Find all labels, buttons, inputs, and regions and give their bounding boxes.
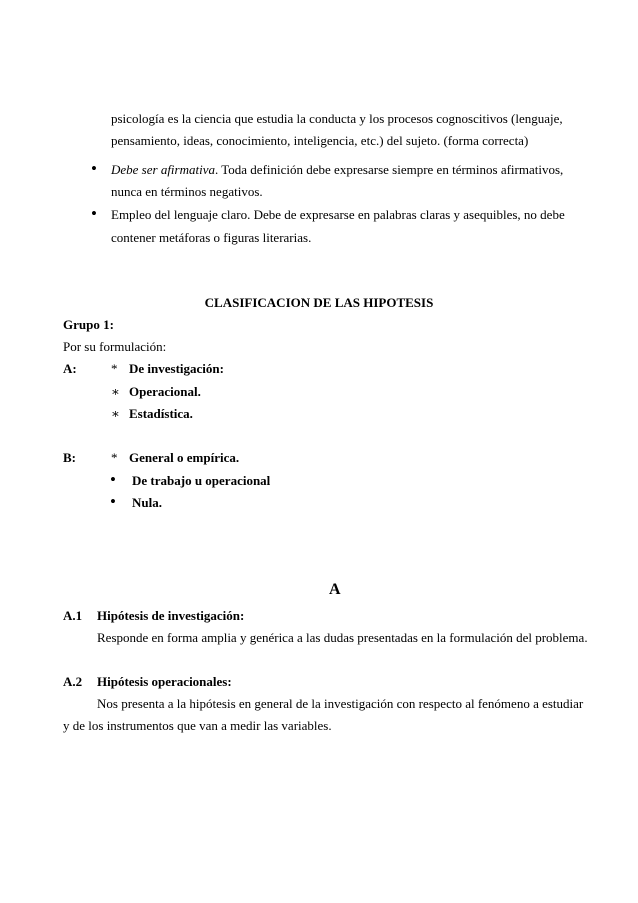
subsection-number: A.2: [63, 674, 83, 689]
section-a-label: A:: [63, 361, 77, 376]
list-item: Estadística.: [129, 406, 193, 421]
intro-line-1: psicología es la ciencia que estudia la conducta y los procesos cognoscitivos (lenguaje,: [111, 111, 563, 126]
list-item: De investigación:: [129, 361, 224, 376]
list-item: General o empírica.: [129, 450, 240, 465]
section-heading: CLASIFICACION DE LAS HIPOTESIS: [204, 295, 434, 310]
rule-1-italic: Debe ser afirmativa: [111, 162, 215, 177]
rule-1-rest: . Toda definición debe expresarse siempre en términos afirmativos,: [214, 162, 564, 177]
list-marker: *: [111, 450, 118, 465]
rule-2-line-2: contener metáforas o figuras literarias.: [111, 230, 312, 245]
subsection-title: Hipótesis operacionales:: [97, 674, 232, 689]
rule-1-line-2: nunca en términos negativos.: [111, 184, 263, 199]
bullet-icon: •: [110, 492, 116, 511]
list-item: Nula.: [132, 495, 162, 510]
subsection-number: A.1: [63, 608, 83, 623]
list-marker: *: [111, 361, 118, 376]
rule-1-line-1: [111, 162, 563, 178]
list-marker: ∗: [111, 384, 120, 399]
subsection-title: Hipótesis de investigación:: [97, 608, 245, 623]
subsection-body-line-1: Nos presenta a la hipótesis en general de la investigación con respecto al fenómeno a estudiar: [97, 696, 584, 711]
rule-2-line-1: Empleo del lenguaje claro. Debe de expresarse en palabras claras y asequibles, no debe: [111, 207, 565, 222]
bullet-icon: •: [91, 159, 97, 178]
subsection-body: Responde en forma amplia y genérica a las dudas presentadas en la formulación del problema.: [97, 630, 588, 645]
intro-line-2: pensamiento, ideas, conocimiento, inteligencia, etc.) del sujeto. (forma correcta): [111, 133, 529, 148]
subsection-body-line-2: y de los instrumentos que van a medir las variables.: [63, 718, 332, 733]
list-item: Operacional.: [129, 384, 201, 399]
bullet-icon: •: [110, 470, 116, 489]
section-b-label: B:: [63, 450, 76, 465]
section-letter: A: [329, 581, 341, 598]
group-subtitle: Por su formulación:: [63, 339, 167, 354]
list-item: De trabajo u operacional: [132, 473, 271, 488]
list-marker: ∗: [111, 406, 120, 421]
bullet-icon: •: [91, 204, 97, 223]
group-title: Grupo 1:: [63, 317, 114, 332]
